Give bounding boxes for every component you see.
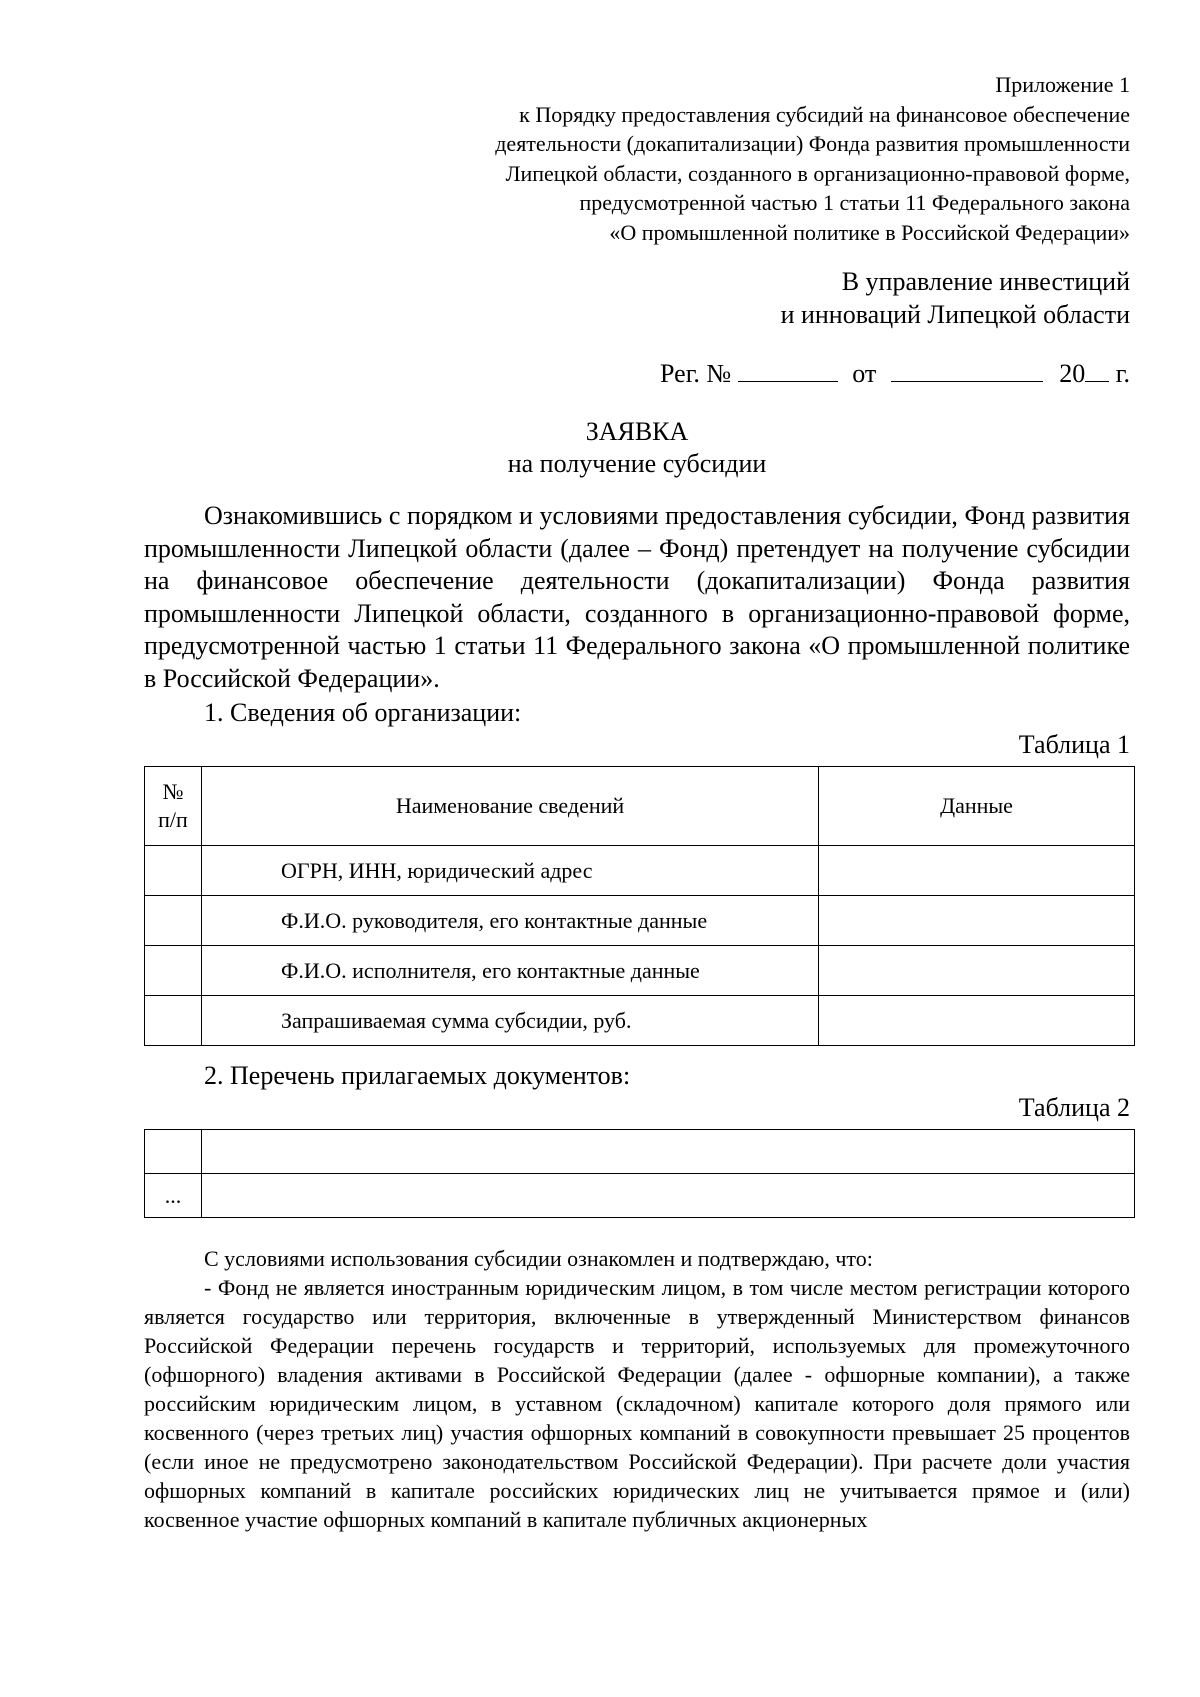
document-title: ЗАЯВКА [585, 417, 689, 446]
registration-line [144, 357, 1130, 390]
annex-line: Липецкой области, созданного в организационно-правовой форме, [505, 160, 1130, 186]
row-num-cell [145, 896, 202, 946]
annex-line: к Порядку предоставления субсидий на финансовое обеспечение [519, 101, 1130, 127]
table1-caption: Таблица 1 [1018, 730, 1130, 759]
table-row [145, 1174, 1135, 1218]
row-value-cell[interactable] [819, 896, 1135, 946]
row-num-cell [145, 846, 202, 896]
reg-date-label: от [852, 359, 877, 388]
row-label-cell: Ф.И.О. исполнителя, его контактные данные [202, 946, 819, 996]
row-num-cell [145, 996, 202, 1046]
addressee-line: В управление инвестиций [841, 267, 1130, 296]
table-row [145, 846, 1135, 896]
row-value-cell[interactable] [819, 846, 1135, 896]
annex-line: деятельности (докапитализации) Фонда развития промышленности [495, 131, 1130, 156]
reg-number-label: Рег. № [660, 359, 732, 388]
document-page [144, 70, 1130, 1534]
addressee-line: и инноваций Липецкой области [780, 300, 1130, 329]
reg-year-blank[interactable] [1085, 359, 1109, 382]
header-name: Наименование сведений [202, 767, 819, 846]
table2-caption: Таблица 2 [1018, 1093, 1130, 1122]
reg-date-blank[interactable] [891, 359, 1043, 382]
addressee-block [144, 265, 1130, 331]
table-row [145, 946, 1135, 996]
row-value-cell[interactable] [819, 946, 1135, 996]
annex-line: «О промышленной политике в Российской Федерации» [609, 219, 1130, 245]
row-num-cell [145, 946, 202, 996]
row-num-cell: ... [145, 1174, 202, 1218]
row-num-cell [145, 1130, 202, 1174]
table-header-row [145, 767, 1135, 846]
reg-year-suffix: г. [1115, 359, 1130, 388]
section2-heading: 2. Перечень прилагаемых документов: [204, 1061, 631, 1090]
header-data: Данные [819, 767, 1135, 846]
reg-number-blank[interactable] [738, 359, 838, 382]
conditions-intro: С условиями использования субсидии ознакомлен и подтверждаю, что: [204, 1246, 873, 1271]
row-value-cell[interactable] [819, 996, 1135, 1046]
table-row [145, 1130, 1135, 1174]
row-value-cell[interactable] [202, 1174, 1135, 1218]
header-num: № п/п [145, 767, 202, 846]
row-label-cell: Запрашиваемая сумма субсидии, руб. [202, 996, 819, 1046]
annex-line: Приложение 1 [995, 72, 1130, 97]
document-subtitle: на получение субсидии [507, 449, 767, 478]
annex-line: предусмотренной частью 1 статьи 11 Федерального закона [579, 190, 1130, 215]
row-label-cell: ОГРН, ИНН, юридический адрес [202, 846, 819, 896]
row-label-cell: Ф.И.О. руководителя, его контактные данные [202, 896, 819, 946]
annex-header [144, 70, 1130, 247]
organization-info-table [144, 766, 1135, 1046]
section1-heading: 1. Сведения об организации: [204, 698, 522, 727]
row-value-cell[interactable] [202, 1130, 1135, 1174]
documents-table [144, 1129, 1135, 1218]
conditions-item: - Фонд не является иностранным юридическим лицом, в том числе местом регистрации которого является государство или территория, включенные в утвержденный Министерством финансов Российской Федерации перечень государств и территорий, используемых для промежуточного (офшорного) владения активами в Российской Федерации (далее - офшорные компании), а также российским юридическим лицом, в уставном (складочном) капитале которого доля прямого или косвенного (через третьих лиц) участия офшорных компаний в совокупности превышает 25 процентов (если иное не предусмотрено законодательством Российской Федерации). При расчете доли участия офшорных компаний в капитале российских юридических лиц не учитывается прямое и (или) косвенное участие офшорных компаний в капитале публичных акционерных [144, 1275, 1130, 1532]
intro-paragraph: Ознакомившись с порядком и условиями предоставления субсидии, Фонд развития промышленности Липецкой области (далее – Фонд) претендует на получение субсидии на финансовое обеспечение деятельности (докапитализации) Фонда развития промышленности Липецкой области, созданного в организационно-правовой форме, предусмотренной частью 1 статьи 11 Федерального закона «О промышленной политике в Российской Федерации». [144, 501, 1130, 693]
reg-year-prefix: 20 [1059, 359, 1086, 388]
table-row [145, 996, 1135, 1046]
table-row [145, 896, 1135, 946]
